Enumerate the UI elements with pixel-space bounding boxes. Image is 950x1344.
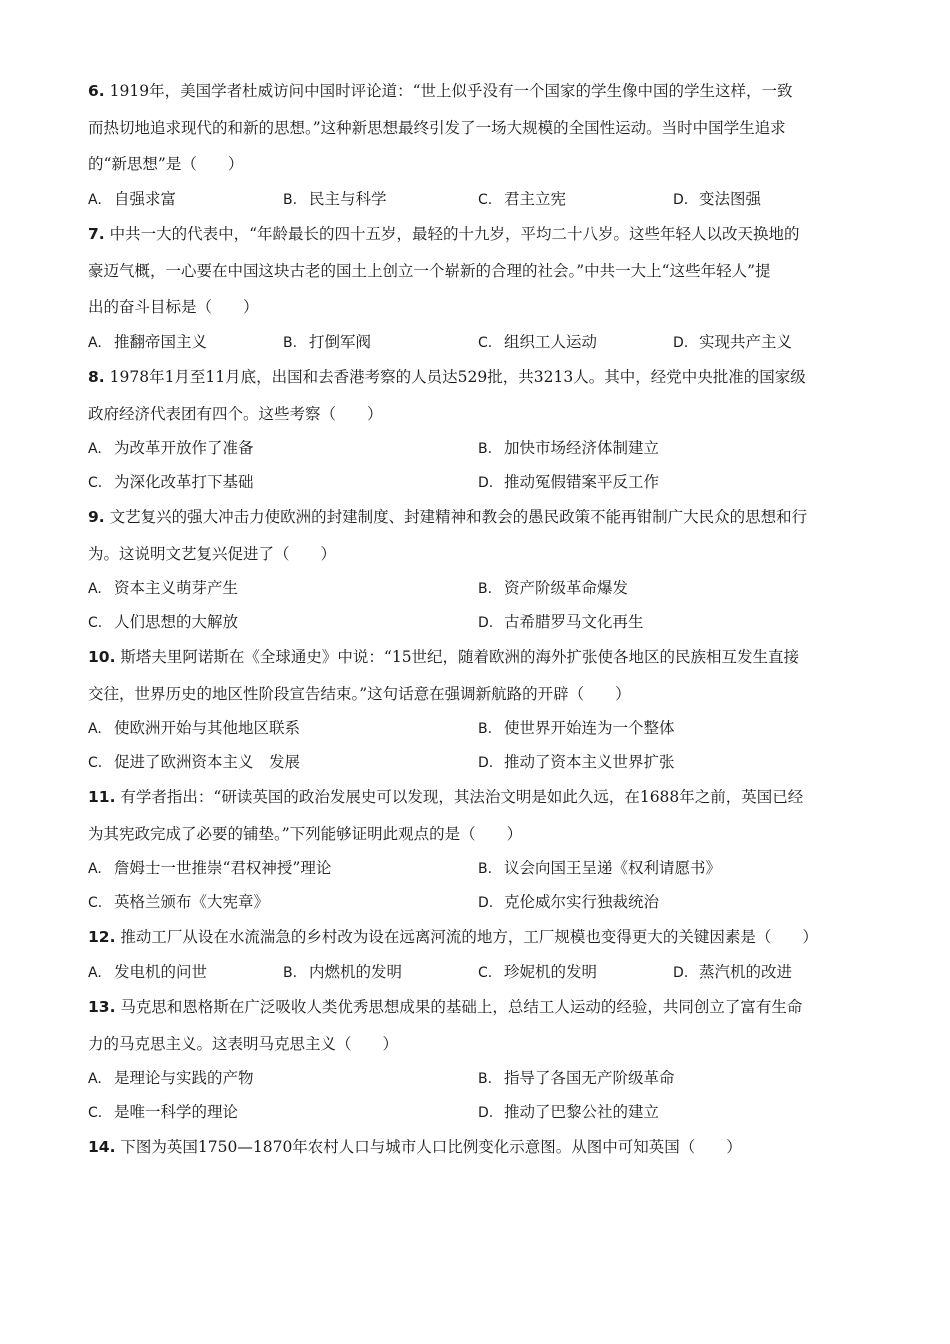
option-letter: C. — [478, 334, 493, 351]
question-stem-text: 1919年，美国学者杜威访问中国时评论道：“世上似乎没有一个国家的学生像中国的学生这样，一致 — [109, 82, 793, 100]
option-text: 变法图强 — [699, 189, 762, 208]
question-list — [88, 73, 868, 1166]
option-text: 发电机的问世 — [114, 962, 208, 981]
option-letter: A. — [88, 191, 102, 208]
question-stem-text: 的“新思想”是（ ） — [88, 155, 244, 173]
answer-option-d[interactable] — [673, 956, 868, 990]
question-number: 11. — [88, 788, 116, 806]
answer-option-c[interactable] — [478, 183, 673, 217]
question-stem-line — [88, 216, 868, 253]
answer-option-d[interactable] — [673, 326, 868, 360]
question-stem-line — [88, 816, 868, 853]
option-letter: B. — [283, 191, 298, 208]
option-letter: C. — [88, 1104, 103, 1121]
question-stem-text: 下图为英国1750—1870年农村人口与城市人口比例变化示意图。从图中可知英国（ ） — [120, 1138, 742, 1156]
question-stem-line — [88, 73, 868, 110]
answer-option-c[interactable] — [88, 1096, 478, 1130]
answer-option-b[interactable] — [283, 326, 478, 360]
question-stem-line — [88, 639, 868, 676]
answer-option-b[interactable] — [478, 852, 868, 886]
option-letter: D. — [478, 614, 494, 631]
option-text: 古希腊罗马文化再生 — [504, 612, 644, 631]
option-letter: A. — [88, 721, 102, 737]
answer-options — [88, 852, 868, 919]
option-text: 加快市场经济体制建立 — [504, 439, 660, 457]
question-stem-line — [88, 253, 868, 290]
answer-option-c[interactable] — [88, 466, 478, 500]
option-letter: A. — [88, 441, 102, 457]
option-text: 君主立宪 — [504, 189, 567, 208]
option-text: 资产阶级革命爆发 — [504, 579, 629, 597]
question-stem-text: 中共一大的代表中，“年龄最长的四十五岁，最轻的十九岁，平均二十八岁。这些年轻人以改天换地的 — [109, 225, 800, 243]
option-letter: B. — [478, 1071, 493, 1087]
answer-option-d[interactable] — [478, 886, 868, 920]
question-14 — [88, 1129, 868, 1166]
answer-option-c[interactable] — [88, 886, 478, 920]
question-stem-line — [88, 1026, 868, 1063]
option-text: 克伦威尔实行独裁统治 — [504, 892, 660, 911]
option-text: 议会向国王呈递《权利请愿书》 — [504, 859, 722, 877]
question-stem-line — [88, 676, 868, 713]
question-stem-text: 力的马克思主义。这表明马克思主义（ ） — [88, 1034, 399, 1053]
option-text: 是理论与实践的产物 — [114, 1069, 254, 1087]
question-number: 7. — [88, 225, 105, 243]
question-6 — [88, 73, 868, 216]
question-12 — [88, 919, 868, 989]
question-stem-text: 为其宪政完成了必要的铺垫。”下列能够证明此观点的是（ ） — [88, 824, 523, 843]
answer-option-b[interactable] — [478, 572, 868, 606]
option-text: 是唯一科学的理论 — [114, 1102, 239, 1121]
answer-option-b[interactable] — [478, 432, 868, 466]
option-letter: B. — [478, 721, 493, 737]
answer-option-a[interactable] — [88, 432, 478, 466]
answer-option-d[interactable] — [478, 1096, 868, 1130]
question-stem-line — [88, 396, 868, 433]
answer-option-c[interactable] — [478, 326, 673, 360]
question-stem-text: 交往，世界历史的地区性阶段宣告结束。”这句话意在强调新航路的开辟（ ） — [88, 684, 631, 703]
answer-option-d[interactable] — [478, 606, 868, 640]
option-letter: A. — [88, 334, 102, 351]
option-text: 推动冤假错案平反工作 — [504, 472, 660, 491]
option-letter: B. — [283, 964, 298, 981]
option-letter: B. — [478, 441, 493, 457]
question-7 — [88, 216, 868, 359]
answer-options — [88, 956, 868, 990]
answer-option-a[interactable] — [88, 1062, 478, 1096]
question-stem-text: 1978年1月至11月底，出国和去香港考察的人员达529批，共3213人。其中，经党中央批准的国家级 — [109, 368, 806, 386]
option-letter: D. — [478, 1104, 494, 1121]
answer-options — [88, 1062, 868, 1129]
answer-option-b[interactable] — [283, 956, 478, 990]
question-stem-line — [88, 289, 868, 326]
option-text: 指导了各国无产阶级革命 — [504, 1069, 675, 1087]
option-text: 推翻帝国主义 — [114, 332, 208, 351]
answer-option-c[interactable] — [88, 606, 478, 640]
answer-option-b[interactable] — [478, 1062, 868, 1096]
question-number: 8. — [88, 368, 105, 386]
option-text: 珍妮机的发明 — [504, 962, 598, 981]
question-stem-text: 政府经济代表团有四个。这些考察（ ） — [88, 404, 383, 423]
question-stem-line — [88, 110, 868, 147]
option-letter: A. — [88, 1071, 102, 1087]
option-text: 民主与科学 — [309, 189, 387, 208]
option-text: 蒸汽机的改进 — [699, 962, 793, 981]
answer-option-c[interactable] — [478, 956, 673, 990]
option-letter: D. — [478, 474, 494, 491]
option-text: 为改革开放作了准备 — [114, 439, 254, 457]
option-letter: B. — [478, 861, 493, 877]
option-letter: C. — [88, 474, 103, 491]
option-letter: C. — [478, 191, 493, 208]
question-stem-line — [88, 359, 868, 396]
question-stem-line — [88, 779, 868, 816]
answer-option-a[interactable] — [88, 572, 478, 606]
option-text: 促进了欧洲资本主义 发展 — [114, 752, 301, 771]
option-letter: D. — [478, 754, 494, 771]
answer-option-a[interactable] — [88, 852, 478, 886]
option-text: 为深化改革打下基础 — [114, 472, 254, 491]
question-number: 12. — [88, 928, 116, 946]
question-stem-text: 文艺复兴的强大冲击力使欧洲的封建制度、封建精神和教会的愚民政策不能再钳制广大民众的思想和行 — [109, 508, 808, 526]
option-text: 打倒军阀 — [309, 332, 372, 351]
question-number: 6. — [88, 82, 105, 100]
option-text: 詹姆士一世推崇“君权神授”理论 — [114, 859, 332, 877]
question-stem-line — [88, 499, 868, 536]
option-letter: D. — [478, 894, 494, 911]
option-letter: A. — [88, 964, 102, 981]
option-letter: C. — [478, 964, 493, 981]
answer-option-a[interactable] — [88, 956, 283, 990]
answer-options — [88, 572, 868, 639]
answer-option-d[interactable] — [673, 183, 868, 217]
question-11 — [88, 779, 868, 919]
question-number: 13. — [88, 998, 116, 1016]
answer-option-d[interactable] — [478, 466, 868, 500]
answer-options — [88, 712, 868, 779]
option-letter: A. — [88, 581, 102, 597]
question-stem-text: 豪迈气概，一心要在中国这块古老的国土上创立一个崭新的合理的社会。”中共一大上“这些年轻人”提 — [88, 261, 771, 280]
option-letter: D. — [673, 334, 689, 351]
answer-options — [88, 183, 868, 217]
option-text: 使欧洲开始与其他地区联系 — [114, 719, 301, 737]
option-letter: D. — [673, 964, 689, 981]
option-letter: C. — [88, 614, 103, 631]
answer-option-a[interactable] — [88, 712, 478, 746]
question-stem-text: 而热切地追求现代的和新的思想。”这种新思想最终引发了一场大规模的全国性运动。当时中国学生追求 — [88, 118, 786, 137]
option-text: 英格兰颁布《大宪章》 — [114, 892, 270, 911]
answer-option-d[interactable] — [478, 746, 868, 780]
answer-options — [88, 432, 868, 499]
option-letter: B. — [283, 334, 298, 351]
option-text: 实现共产主义 — [699, 332, 793, 351]
question-stem-text: 马克思和恩格斯在广泛吸收人类优秀思想成果的基础上，总结工人运动的经验，共同创立了富有生命 — [120, 998, 803, 1016]
option-letter: C. — [88, 754, 103, 771]
question-stem-text: 出的奋斗目标是（ ） — [88, 298, 259, 316]
option-letter: B. — [478, 581, 493, 597]
question-stem-text: 为。这说明文艺复兴促进了（ ） — [88, 544, 337, 563]
question-10 — [88, 639, 868, 779]
question-stem-line — [88, 1129, 868, 1166]
question-number: 14. — [88, 1138, 116, 1156]
answer-option-a[interactable] — [88, 326, 283, 360]
option-text: 自强求富 — [114, 189, 177, 208]
question-number: 9. — [88, 508, 105, 526]
option-letter: C. — [88, 894, 103, 911]
question-stem-line — [88, 989, 868, 1026]
answer-option-b[interactable] — [478, 712, 868, 746]
answer-option-b[interactable] — [283, 183, 478, 217]
question-stem-text: 斯塔夫里阿诺斯在《全球通史》中说：“15世纪，随着欧洲的海外扩张使各地区的民族相互发生直接 — [120, 648, 800, 666]
answer-option-c[interactable] — [88, 746, 478, 780]
question-stem-text: 推动工厂从设在水流湍急的乡村改为设在远离河流的地方，工厂规模也变得更大的关键因素是（ ） — [120, 928, 818, 946]
question-stem-line — [88, 536, 868, 573]
option-text: 组织工人运动 — [504, 332, 598, 351]
question-9 — [88, 499, 868, 639]
option-text: 使世界开始连为一个整体 — [504, 719, 675, 737]
answer-option-a[interactable] — [88, 183, 283, 217]
question-stem-line — [88, 146, 868, 183]
option-letter: A. — [88, 861, 102, 877]
option-text: 人们思想的大解放 — [114, 612, 239, 631]
answer-options — [88, 326, 868, 360]
option-text: 内燃机的发明 — [309, 962, 403, 981]
option-text: 推动了资本主义世界扩张 — [504, 752, 675, 771]
question-number: 10. — [88, 648, 116, 666]
question-13 — [88, 989, 868, 1129]
question-stem-text: 有学者指出：“研读英国的政治发展史可以发现，其法治文明是如此久远，在1688年之前，英国已经 — [120, 788, 804, 806]
question-8 — [88, 359, 868, 499]
option-letter: D. — [673, 191, 689, 208]
option-text: 推动了巴黎公社的建立 — [504, 1102, 660, 1121]
option-text: 资本主义萌芽产生 — [114, 579, 239, 597]
question-stem-line — [88, 919, 868, 956]
